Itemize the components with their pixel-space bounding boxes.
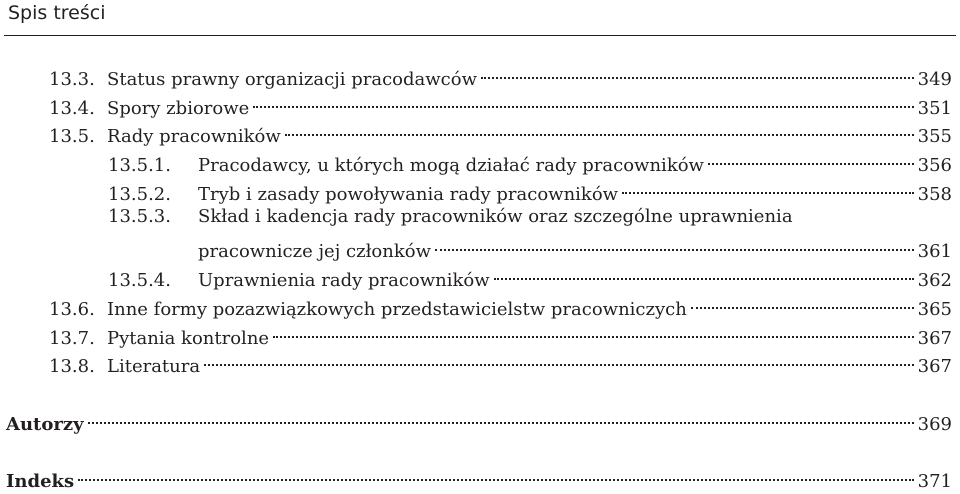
toc-entry-number: 13.7. bbox=[49, 328, 95, 349]
toc-entry-title: Status prawny organizacji pracodawców bbox=[107, 69, 477, 90]
toc-entry-13-5-4[interactable] bbox=[108, 262, 952, 293]
toc-entry-page: 351 bbox=[917, 98, 952, 119]
toc-dot-leader bbox=[253, 90, 913, 114]
toc-dot-leader bbox=[494, 262, 914, 286]
toc-entry-title: Spory zbiorowe bbox=[107, 98, 250, 119]
toc-entry-title: Tryb i zasady powoływania rady pracowników bbox=[198, 184, 619, 205]
toc-dot-leader bbox=[622, 176, 914, 200]
toc-entry-page: 355 bbox=[917, 126, 952, 147]
toc-entry-title: Literatura bbox=[107, 356, 201, 377]
toc-entry-title: Autorzy bbox=[6, 414, 84, 435]
toc-entry-number: 13.4. bbox=[49, 98, 95, 119]
toc-entry-13-5-3[interactable] bbox=[108, 205, 793, 229]
toc-entry-page: 356 bbox=[917, 155, 952, 176]
toc-entry-number: 13.5.3. bbox=[108, 206, 171, 227]
toc-entry-title: Rady pracowników bbox=[107, 126, 281, 147]
toc-entry-page: 361 bbox=[917, 241, 952, 262]
toc-entry-13-6[interactable] bbox=[49, 291, 952, 322]
page-header-title: Spis treści bbox=[8, 2, 106, 24]
toc-entry-number: 13.5.4. bbox=[108, 270, 171, 291]
toc-entry-13-5-2[interactable] bbox=[108, 176, 952, 207]
toc-dot-leader bbox=[708, 147, 914, 171]
toc-entry-title-continuation: pracownicze jej członków bbox=[198, 241, 431, 262]
toc-entry-13-5-3-continuation[interactable] bbox=[198, 233, 952, 264]
toc-entry-page: 367 bbox=[917, 328, 952, 349]
toc-entry-title: Indeks bbox=[6, 471, 75, 492]
toc-entry-13-3[interactable] bbox=[49, 61, 952, 92]
toc-entry-title: Pytania kontrolne bbox=[107, 328, 270, 349]
toc-dot-leader bbox=[481, 61, 914, 85]
toc-dot-leader bbox=[285, 118, 914, 142]
toc-dot-leader bbox=[273, 320, 914, 344]
toc-entry-page: 362 bbox=[917, 270, 952, 291]
toc-entry-number: 13.6. bbox=[49, 299, 95, 320]
toc-entry-page: 365 bbox=[917, 299, 952, 320]
toc-dot-leader bbox=[204, 348, 914, 372]
toc-entry-page: 369 bbox=[917, 414, 952, 435]
toc-entry-13-4[interactable] bbox=[49, 90, 952, 121]
toc-entry-page: 371 bbox=[917, 471, 952, 492]
toc-entry-number: 13.5.1. bbox=[108, 155, 171, 176]
toc-entry-title: Inne formy pozazwiązkowych przedstawicielstw pracowniczych bbox=[107, 299, 687, 320]
header-divider bbox=[4, 35, 956, 36]
toc-entry-number: 13.3. bbox=[49, 69, 95, 90]
toc-entry-title: Pracodawcy, u których mogą działać rady pracowników bbox=[198, 155, 704, 176]
toc-entry-number: 13.5.2. bbox=[108, 184, 171, 205]
toc-dot-leader bbox=[691, 291, 914, 315]
toc-entry-13-5[interactable] bbox=[49, 118, 952, 149]
toc-entry-13-7[interactable] bbox=[49, 320, 952, 351]
toc-entry-number: 13.5. bbox=[49, 126, 95, 147]
toc-entry-title: Skład i kadencja rady pracowników oraz szczególne uprawnienia bbox=[198, 206, 793, 227]
toc-entry-13-8[interactable] bbox=[49, 348, 952, 379]
toc-entry-indeks[interactable] bbox=[6, 463, 952, 494]
toc-entry-13-5-1[interactable] bbox=[108, 147, 952, 178]
toc-dot-leader bbox=[435, 233, 914, 257]
toc-dot-leader bbox=[88, 406, 914, 430]
toc-entry-title: Uprawnienia rady pracowników bbox=[198, 270, 490, 291]
toc-entry-autorzy[interactable] bbox=[6, 406, 952, 437]
toc-entry-number: 13.8. bbox=[49, 356, 95, 377]
toc-entry-page: 367 bbox=[917, 356, 952, 377]
toc-dot-leader bbox=[78, 463, 913, 487]
toc-entry-page: 358 bbox=[917, 184, 952, 205]
toc-entry-page: 349 bbox=[917, 69, 952, 90]
